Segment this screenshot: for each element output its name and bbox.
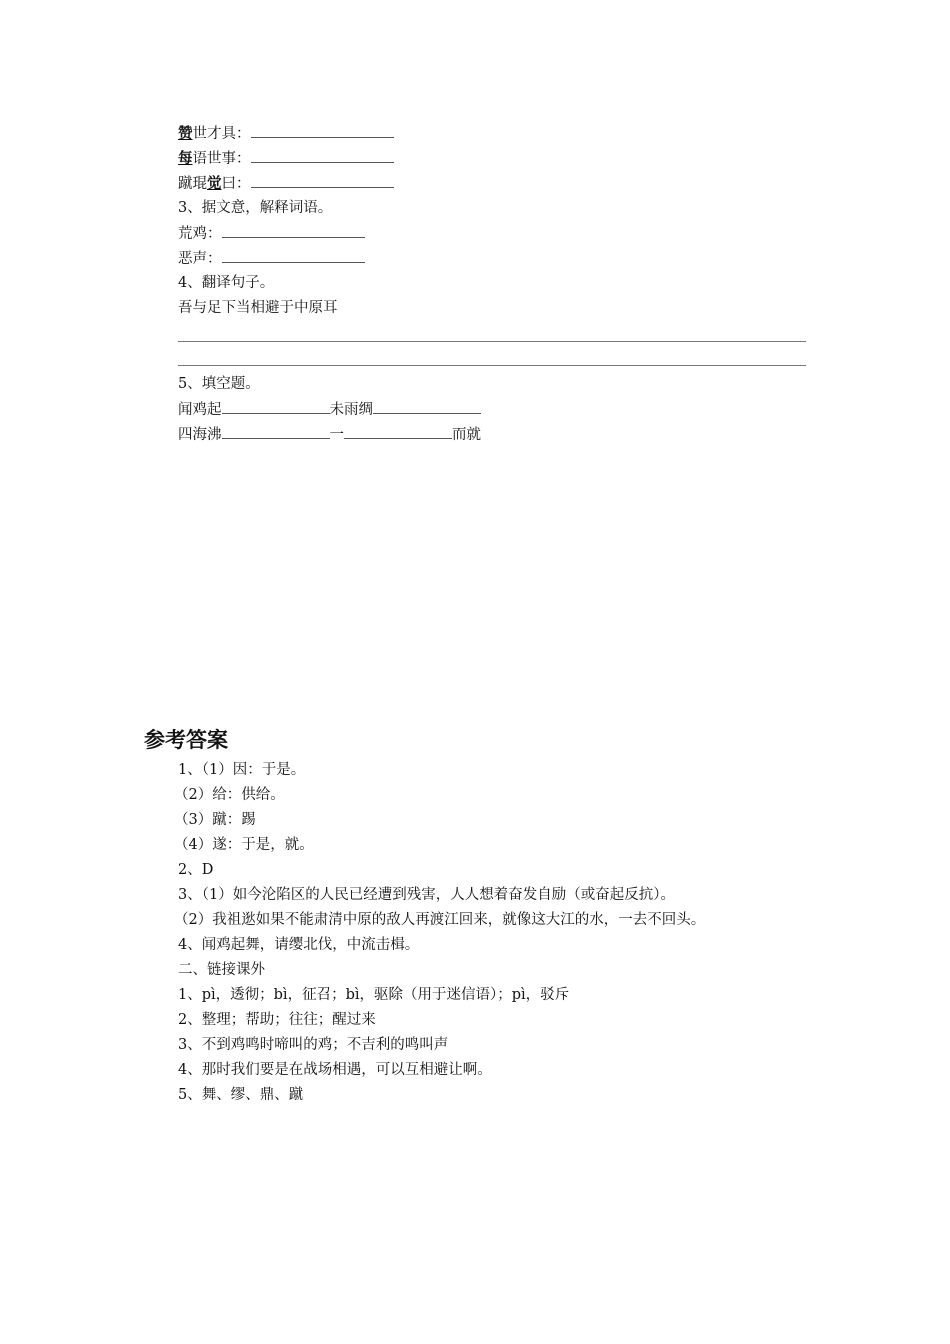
q2-item-3-text: 曰： [221,176,251,192]
answer-line: 4、闻鸡起舞，请缨北伐，中流击楫。 [178,937,420,953]
q2-item-2-key: 每 [178,150,193,167]
q2-item-3-pre: 蹴琨 [178,176,207,192]
answer-line: 2、D [178,862,214,878]
q4-title: 4、翻译句子。 [178,275,275,291]
answer-key-heading: 参考答案 [144,728,228,752]
q2-item-1-text: 世才具： [192,126,251,142]
answer-line: 3、不到鸡鸣时啼叫的鸡；不吉利的鸣叫声 [178,1037,449,1053]
q5-line-1-a: 闻鸡起 [178,402,222,418]
answer-line: 1、（1）因：于是。 [178,762,306,778]
q3-item-2 [178,248,365,268]
q2-item-3 [178,173,394,193]
q2-item-1-key: 赞 [178,125,193,142]
q3-item-1 [178,223,365,243]
answer-line: 5、舞、缪、鼎、蹴 [178,1087,304,1103]
fill-blank[interactable] [344,424,452,439]
answer-line: （2）给：供给。 [174,787,285,803]
q2-item-2-text: 语世事： [192,151,251,167]
fill-blank[interactable] [222,424,330,439]
q2-item-2 [178,148,394,168]
q5-line-2-a: 四海沸 [178,427,222,443]
q5-line-1-b: 未雨绸 [329,402,373,418]
answer-blank[interactable] [251,123,394,138]
q5-line-2 [178,424,481,444]
translation-answer-line[interactable] [178,365,806,366]
fill-blank[interactable] [222,399,330,414]
q3-item-1-label: 荒鸡： [178,226,222,242]
q3-item-2-label: 恶声： [178,251,222,267]
answer-line: 1、pì，透彻；bì，征召；bì，驱除（用于迷信语）；pì，驳斥 [178,987,570,1003]
answer-line: （3）蹴：踢 [174,812,256,828]
answer-line: （4）遂：于是，就。 [174,837,314,853]
translation-answer-line[interactable] [178,341,806,342]
q5-line-2-b: 一 [329,427,344,443]
answer-blank[interactable] [251,148,394,163]
answer-blank[interactable] [251,173,394,188]
section-title-extracurricular: 二、链接课外 [178,962,265,978]
q5-line-1 [178,399,481,419]
answer-line: 2、整理；帮助；往往；醒过来 [178,1012,376,1028]
q5-title: 5、填空题。 [178,376,260,392]
answer-line: （2）我祖逖如果不能肃清中原的敌人再渡江回来，就像这大江的水，一去不回头。 [174,912,706,928]
answer-blank[interactable] [222,223,365,238]
q4-sentence: 吾与足下当相避于中原耳 [178,300,338,316]
q5-line-2-c: 而就 [452,427,481,443]
answer-line: 3、（1）如今沦陷区的人民已经遭到残害，人人想着奋发自励（或奋起反抗）。 [178,887,675,903]
q3-title: 3、据文意，解释词语。 [178,200,333,216]
answer-blank[interactable] [222,248,365,263]
fill-blank[interactable] [373,399,481,414]
answer-line: 4、那时我们要是在战场相遇，可以互相避让啊。 [178,1062,492,1078]
q2-item-3-key: 觉 [207,175,222,192]
q2-item-1 [178,123,394,143]
